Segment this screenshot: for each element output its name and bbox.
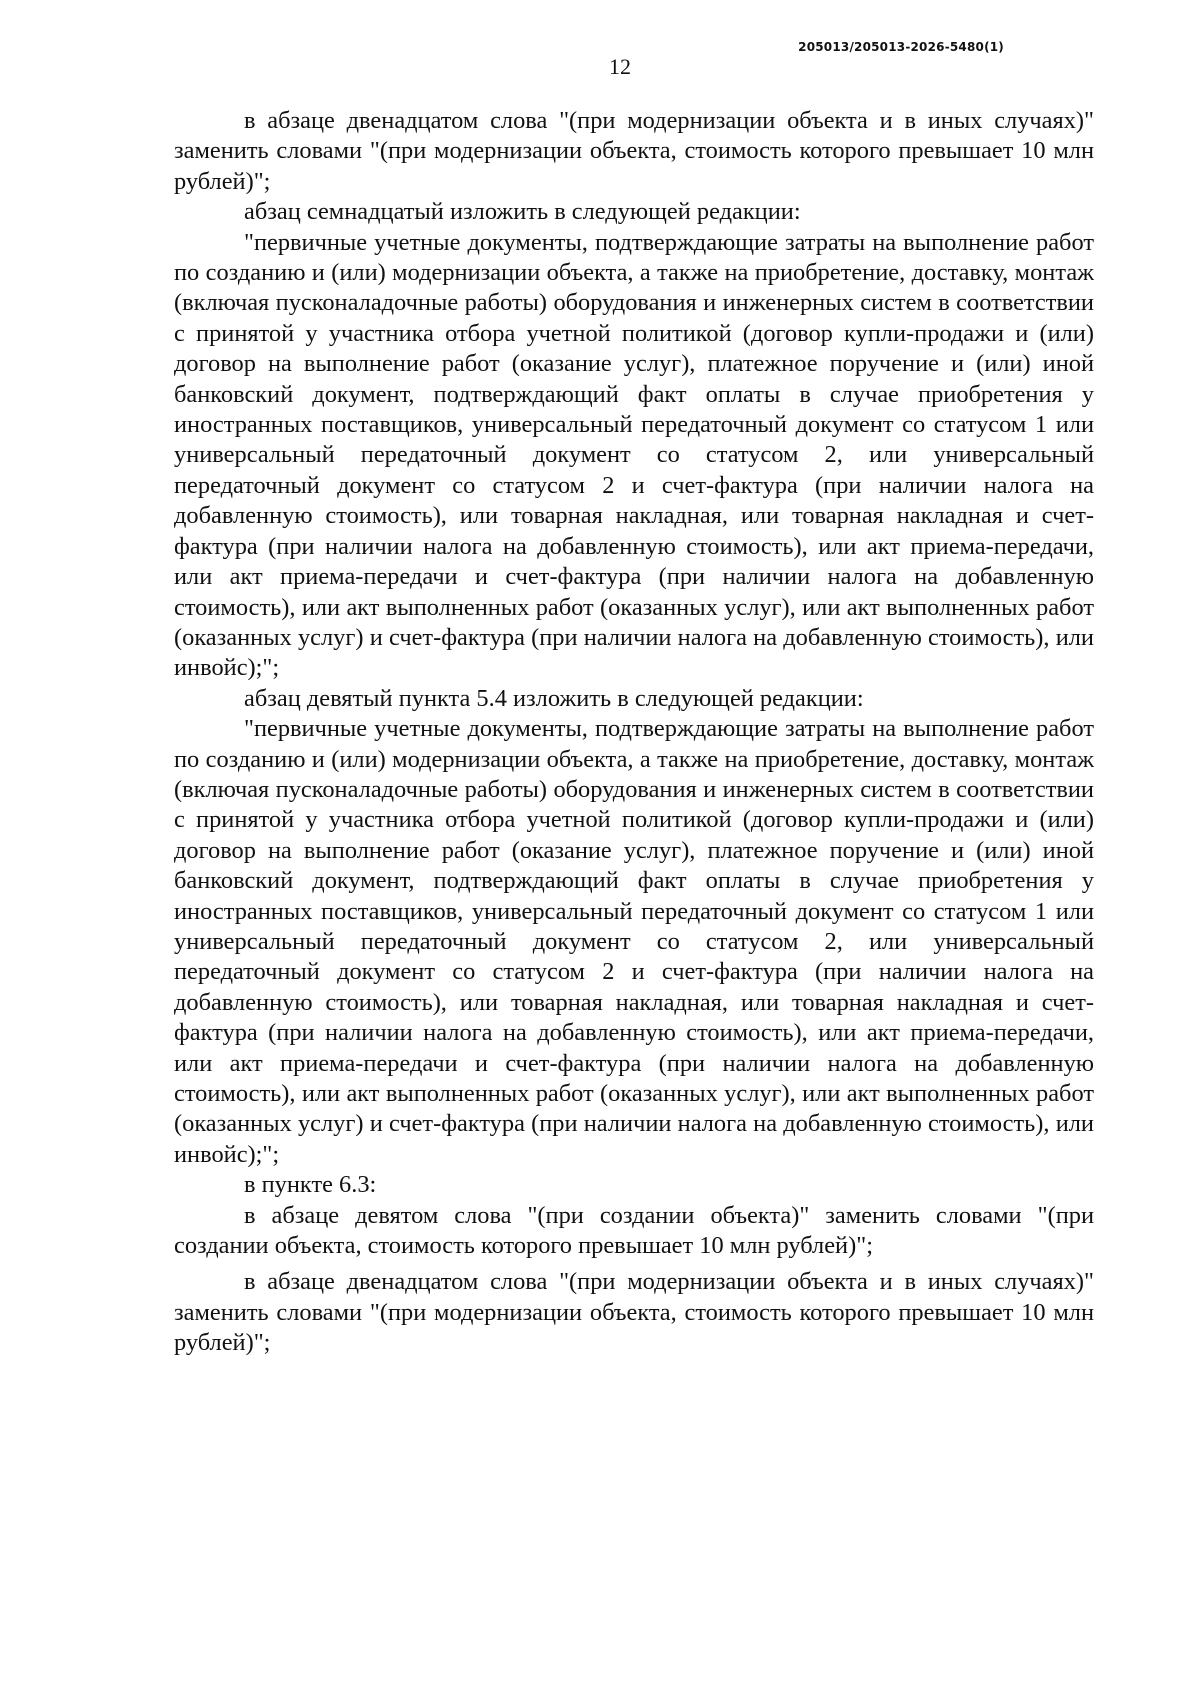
page-number: 12 [609, 54, 631, 79]
paragraph-point-5-4-text: "первичные учетные документы, подтверждающие затраты на выполнение работ по созданию и (или) модернизации объекта, а также на приобретение, доставку, монтаж (включая пусконаладочные работы) оборудования и инженерных систем в соответствии с принятой у участника отбора учетной политикой (договор купли-продажи и (или) договор на выполнение работ (оказание услуг), платежное поручение и (или) иной банковский документ, подтверждающий факт оплаты в случае приобретения у иностранных поставщиков, универсальный передаточный документ со статусом 1 или универсальный передаточный документ со статусом 2, или универсальный передаточный документ со статусом 2 и счет-фактура (при наличии налога на добавленную стоимость), или товарная накладная, или товарная накладная и счет-фактура (при наличии налога на добавленную стоимость), или акт приема-передачи, или акт приема-передачи и счет-фактура (при наличии налога на добавленную стоимость), или акт выполненных работ (оказанных услуг), или акт выполненных работ (оказанных услуг) и счет-фактура (при наличии налога на добавленную стоимость), или инвойс);"; [174, 715, 1094, 1168]
document-body [174, 106, 1094, 1359]
paragraph-abzac-17-intro: абзац семнадцатый изложить в следующей редакции: [244, 198, 801, 226]
paragraph-6-3-abzac-9: в абзаце девятом слова "(при создании объекта)" заменить словами "(при создании объекта, стоимость которого превышает 10 млн рублей)"; [174, 1201, 1094, 1260]
paragraph-abzac-17-text: "первичные учетные документы, подтверждающие затраты на выполнение работ по созданию и (или) модернизации объекта, а также на приобретение, доставку, монтаж (включая пусконаладочные работы) оборудования и инженерных систем в соответствии с принятой у участника отбора учетной политикой (договор купли-продажи и (или) договор на выполнение работ (оказание услуг), платежное поручение и (или) иной банковский документ, подтверждающий факт оплаты в случае приобретения у иностранных поставщиков, универсальный передаточный документ со статусом 1 или универсальный передаточный документ со статусом 2, или универсальный передаточный документ со статусом 2 и счет-фактура (при наличии налога на добавленную стоимость), или товарная накладная, или товарная накладная и счет-фактура (при наличии налога на добавленную стоимость), или акт приема-передачи, или акт приема-передачи и счет-фактура (при наличии налога на добавленную стоимость), или акт выполненных работ (оказанных услуг), или акт выполненных работ (оказанных услуг) и счет-фактура (при наличии налога на добавленную стоимость), или инвойс);"; [174, 228, 1094, 682]
document-registration-number: 205013/205013-2026-5480(1) [798, 40, 1004, 54]
paragraph-6-3-abzac-12: в абзаце двенадцатом слова "(при модернизации объекта и в иных случаях)" заменить словами "(при модернизации объекта, стоимость которого превышает 10 млн рублей)"; [174, 1268, 1094, 1357]
paragraph-point-5-4-intro: абзац девятый пункта 5.4 изложить в следующей редакции: [244, 684, 864, 712]
paragraph-amend-abzac-12: в абзаце двенадцатом слова "(при модернизации объекта и в иных случаях)" заменить словами "(при модернизации объекта, стоимость которого превышает 10 млн рублей)"; [174, 107, 1094, 195]
paragraph-point-6-3: в пункте 6.3: [244, 1171, 377, 1199]
